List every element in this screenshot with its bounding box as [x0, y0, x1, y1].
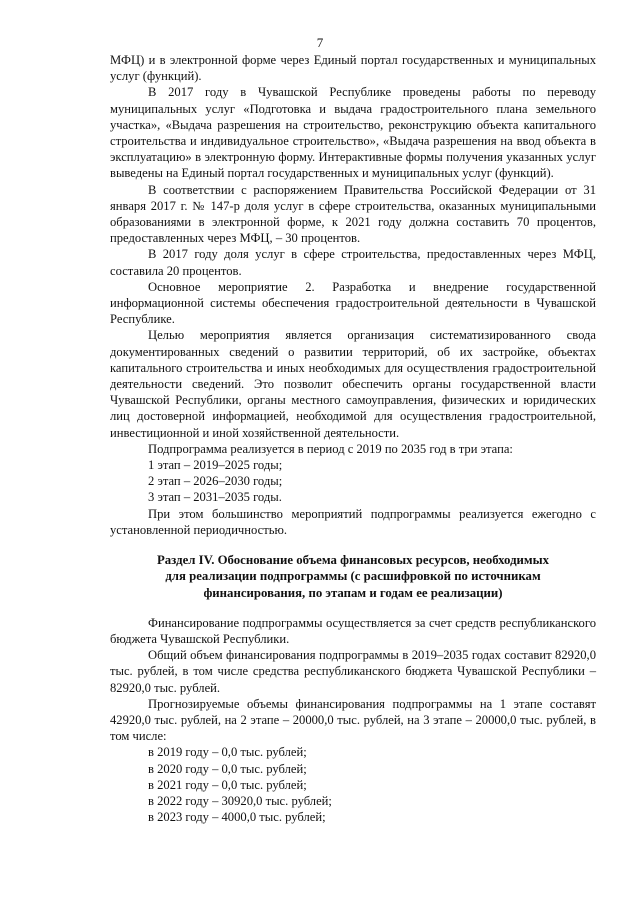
section-heading-line: для реализации подпрограммы (с расшифровкой по источникам	[165, 569, 541, 584]
paragraph-total-financing: Общий объем финансирования подпрограммы в 2019–2035 годах составит 82920,0 тыс. рублей, в том числе средства республиканского бюджета Чувашской Республики – 82920,0 тыс. рублей.	[110, 648, 596, 695]
paragraph-main-measure-2: Основное мероприятие 2. Разработка и внедрение государственной информационной системы обеспечения градостроительной деятельности в Чувашской Республике.	[110, 279, 596, 327]
stage-item: 1 этап – 2019–2025 годы;	[148, 458, 283, 473]
stage-item: 2 этап – 2026–2030 годы;	[148, 474, 283, 489]
page-number: 7	[316, 35, 324, 50]
year-item: в 2023 году – 4000,0 тыс. рублей;	[148, 810, 326, 825]
year-item: в 2020 году – 0,0 тыс. рублей;	[148, 761, 307, 776]
paragraph-2017-share: В 2017 году доля услуг в сфере строительства, предоставленных через МФЦ, составила 20 процентов.	[110, 247, 596, 278]
paragraph-2017-portal: В 2017 году в Чувашской Республике проведены работы по переводу муниципальных услуг «Подготовка и выдача градостроительного плана земельного участка», «Выдача разрешения на строительство, реконструкцию объекта капитального строительства и индивидуальное строительство», «Выдача разрешения на ввод объекта в эксплуатацию» в электронную форму. Интерактивные формы получения указанных услуг выведены на Единый портал государственных и муниципальных услуг (функций).	[110, 85, 596, 181]
stage-item: 3 этап – 2031–2035 годы.	[148, 490, 282, 505]
paragraph-government-order: В соответствии с распоряжением Правительства Российской Федерации от 31 января 2017 г. № 147-р доля услуг в сфере строительства, оказанных муниципальными образованиями в электронной форме, к 2021 году должна составить 70 процентов, предоставленных через МФЦ, – 30 процентов.	[110, 182, 596, 246]
year-item: в 2022 году – 30920,0 тыс. рублей;	[148, 793, 332, 808]
section-heading-line: финансирования, по этапам и годам ее реализации)	[203, 585, 503, 600]
year-item: в 2021 году – 0,0 тыс. рублей;	[148, 777, 307, 792]
section-heading	[110, 552, 596, 601]
document-body	[110, 52, 596, 825]
paragraph-measure-goal: Целью мероприятия является организация систематизированного свода документированных сведений о развитии территорий, об их застройке, объектах капитального строительства и иных необходимых для осуществления градостроительной деятельности сведений. Это позволит обеспечить органы государственной власти Чувашской Республики, органы местного самоуправления, физических и юридических лиц достоверной информацией, необходимой для осуществления градостроительной, инвестиционной и иной хозяйственной деятельности.	[110, 328, 596, 440]
paragraph-periodicity: При этом большинство мероприятий подпрограммы реализуется ежегодно с установленной периодичностью.	[110, 506, 596, 537]
paragraph-financing-source: Финансирование подпрограммы осуществляется за счет средств республиканского бюджета Чувашской Республики.	[110, 615, 596, 646]
year-item: в 2019 году – 0,0 тыс. рублей;	[148, 745, 307, 760]
paragraph-implementation-period: Подпрограмма реализуется в период с 2019 по 2035 год в три этапа:	[148, 441, 513, 456]
paragraph-continuation: МФЦ) и в электронной форме через Единый портал государственных и муниципальных услуг (функций).	[110, 53, 596, 84]
section-heading-line: Раздел IV. Обоснование объема финансовых ресурсов, необходимых	[156, 553, 550, 568]
paragraph-forecast-financing: Прогнозируемые объемы финансирования подпрограммы на 1 этапе составят 42920,0 тыс. рублей, на 2 этапе – 20000,0 тыс. рублей, на 3 этапе – 20000,0 тыс. рублей, в том числе:	[110, 696, 596, 744]
